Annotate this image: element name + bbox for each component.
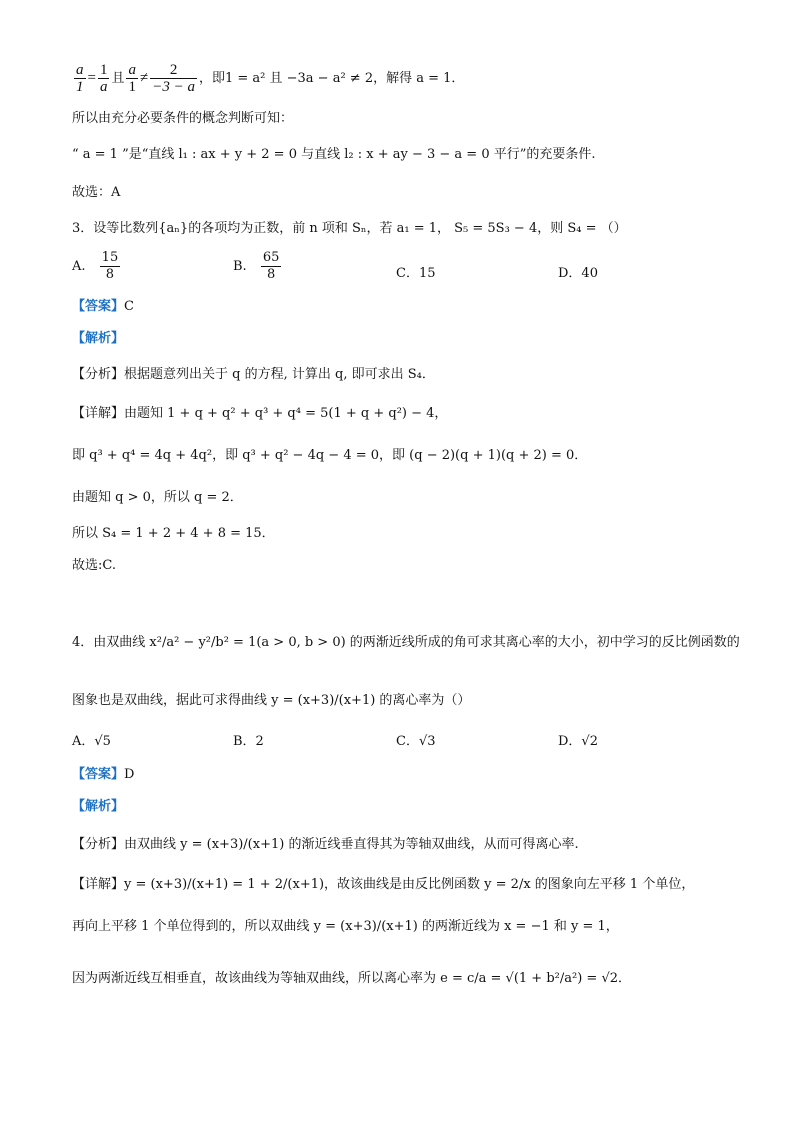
solution-line-2: 所以由充分必要条件的概念判断可知： bbox=[72, 111, 294, 126]
q3-option-a-label: A. bbox=[72, 259, 86, 274]
q3-option-d: D．40 bbox=[558, 266, 598, 281]
q3-option-b-num: 65 bbox=[262, 250, 280, 265]
q3-option-c: C．15 bbox=[396, 266, 436, 281]
q4-answer-value: D bbox=[124, 767, 135, 782]
q3-xiangjie-3: 由题知 q > 0，所以 q = 2． bbox=[72, 490, 243, 505]
q4-fenxi-tag: 【分析】 bbox=[72, 837, 125, 852]
q4-option-c: C．√3 bbox=[396, 734, 436, 749]
q3-answer bbox=[72, 298, 134, 316]
q3-stem: 3．设等比数列{aₙ}的各项均为正数，前 n 项和 Sₙ，若 a₁ = 1， S₅ = 5S₃ − 4，则 S₄ = （） bbox=[72, 221, 627, 236]
q4-analysis-tag bbox=[72, 798, 124, 816]
q3-analysis-tag bbox=[72, 330, 124, 348]
q3-fenxi-tag: 【分析】 bbox=[72, 367, 125, 382]
q3-xiangjie-4: 所以 S₄ = 1 + 2 + 4 + 8 = 15． bbox=[72, 526, 275, 541]
q4-xiangjie-1 bbox=[72, 876, 694, 894]
q3-xiangjie-tag: 【详解】 bbox=[72, 406, 125, 421]
q4-xiangjie-3: 因为两渐近线互相垂直，故该曲线为等轴双曲线，所以离心率为 e = c/a = √(1 + b²/a²) = √2． bbox=[72, 971, 631, 986]
q3-answer-value: C bbox=[124, 299, 134, 314]
q3-option-a-den: 8 bbox=[105, 267, 115, 282]
q4-option-a: A．√5 bbox=[72, 734, 111, 749]
q4-fenxi-text: 由双曲线 y = (x+3)/(x+1) 的渐近线垂直得其为等轴双曲线，从而可得离心率. bbox=[124, 837, 579, 852]
q3-option-a bbox=[72, 250, 122, 283]
q4-xiangjie-tag: 【详解】 bbox=[72, 877, 125, 892]
q3-choose: 故选:C. bbox=[72, 558, 116, 573]
q3-analysis-label: 【解析】 bbox=[72, 331, 125, 346]
q3-xiangjie-2: 即 q³ + q⁴ = 4q + 4q²，即 q³ + q² − 4q − 4 = 0，即 (q − 2)(q + 1)(q + 2) = 0． bbox=[72, 448, 588, 463]
q4-option-b: B．2 bbox=[233, 734, 264, 749]
q3-option-b-label: B. bbox=[233, 259, 247, 274]
q3-xiangjie-1 bbox=[72, 405, 447, 423]
solution-line-1-tail: ，即1 = a² 且 −3a − a² ≠ 2，解得 a = 1． bbox=[198, 71, 465, 86]
q3-option-a-fraction bbox=[100, 250, 121, 283]
q4-answer bbox=[72, 766, 134, 784]
q3-option-b-fraction bbox=[261, 250, 282, 283]
q4-stem-line-2: 图象也是双曲线，据此可求得曲线 y = (x+3)/(x+1) 的离心率为（） bbox=[72, 693, 471, 708]
solution-line-3: “ a = 1 ”是“直线 l₁ : ax + y + 2 = 0 与直线 l₂ : x + ay − 3 − a = 0 平行”的充要条件. bbox=[72, 147, 596, 162]
q3-option-b bbox=[233, 250, 283, 283]
solution-line-1: $\frac{a}{1}$ = $\frac{1}{a}$ 且 $\frac{a}{1}$ ≠ $\frac{2}{-3 - a}$ ，即1 = a² 且 −3a − a² ≠ 2，解得 a = 1． bbox=[76, 62, 465, 95]
q4-fenxi bbox=[72, 836, 579, 854]
q4-xiangjie-2: 再向上平移 1 个单位得到的，所以双曲线 y = (x+3)/(x+1) 的两渐近线为 x = −1 和 y = 1， bbox=[72, 919, 619, 934]
fraction-1-over-a: $\frac{1}{a}$ bbox=[99, 62, 108, 95]
q3-answer-tag: 【答案】 bbox=[72, 299, 125, 314]
fraction-a-over-1b: $\frac{a}{1}$ bbox=[128, 62, 136, 95]
q3-fenxi bbox=[72, 366, 435, 384]
q3-xiangjie-1-text: 由题知 1 + q + q² + q³ + q⁴ = 5(1 + q + q²) − 4， bbox=[124, 406, 448, 421]
q4-option-d: D．√2 bbox=[558, 734, 598, 749]
solution-line-4: 故选：A bbox=[72, 185, 121, 200]
q4-xiangjie-1-text: y = (x+3)/(x+1) = 1 + 2/(x+1)，故该曲线是由反比例函数 y = 2/x 的图象向左平移 1 个单位， bbox=[124, 877, 695, 892]
q4-stem-line-1: 4．由双曲线 x²/a² − y²/b² = 1(a > 0, b > 0) 的两渐近线所成的角可求其离心率的大小，初中学习的反比例函数的 bbox=[72, 635, 740, 650]
fraction-a-over-1: $\frac{a}{1}$ bbox=[76, 62, 84, 95]
q3-fenxi-text: 根据题意列出关于 q 的方程, 计算出 q, 即可求出 S₄． bbox=[124, 367, 435, 382]
q4-analysis-label: 【解析】 bbox=[72, 799, 125, 814]
q4-answer-tag: 【答案】 bbox=[72, 767, 125, 782]
q3-option-b-den: 8 bbox=[266, 267, 276, 282]
q3-option-a-num: 15 bbox=[101, 250, 119, 265]
fraction-2-over-neg3-a: $\frac{2}{-3 - a}$ bbox=[152, 62, 195, 95]
